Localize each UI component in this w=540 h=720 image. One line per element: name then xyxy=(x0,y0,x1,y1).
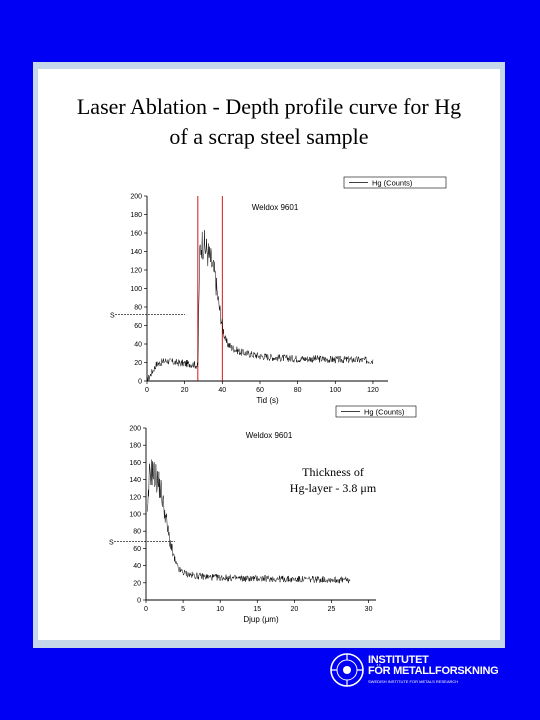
y-tick-label: 20 xyxy=(133,580,141,588)
y-tick-label: 180 xyxy=(130,212,142,219)
y-tick-label: 200 xyxy=(130,193,142,201)
annotation-line-1: Thickness of xyxy=(302,465,364,479)
y-tick-label: 100 xyxy=(130,286,142,293)
legend-label: Hg (Counts) xyxy=(364,407,405,417)
chart-title: Weldox 9601 xyxy=(251,203,299,212)
thickness-annotation xyxy=(268,464,398,496)
x-tick-label: 25 xyxy=(327,606,336,613)
x-tick-label: 5 xyxy=(181,606,186,613)
x-tick-label: 40 xyxy=(218,387,227,394)
y-tick-label: 40 xyxy=(133,563,141,571)
x-tick-label: 60 xyxy=(256,387,264,394)
x-tick-label: 120 xyxy=(367,387,379,394)
side-label: S xyxy=(109,539,114,547)
annotation-line-2: Hg-layer - 3.8 μm xyxy=(289,481,377,495)
logo-line-3: SWEDISH INSTITUTE FOR METALS RESEARCH xyxy=(368,679,459,684)
y-tick-label: 160 xyxy=(129,459,141,467)
x-tick-label: 10 xyxy=(216,606,225,613)
logo-line-1: INSTITUTET xyxy=(368,654,429,666)
y-tick-label: 100 xyxy=(129,511,141,519)
y-tick-label: 60 xyxy=(134,323,142,330)
x-tick-label: 80 xyxy=(293,387,302,394)
institute-seal-icon xyxy=(330,652,364,688)
x-tick-label: 0 xyxy=(145,387,149,394)
y-tick-label: 200 xyxy=(129,425,141,433)
y-tick-label: 180 xyxy=(129,442,141,450)
x-tick-label: 20 xyxy=(290,606,299,613)
y-tick-label: 0 xyxy=(138,378,142,386)
y-tick-label: 20 xyxy=(134,360,142,367)
x-tick-label: 100 xyxy=(329,387,342,394)
title-line-2: of a scrap steel sample xyxy=(169,124,369,149)
chart-title: Weldox 9601 xyxy=(245,431,293,440)
y-tick-label: 40 xyxy=(134,341,142,349)
y-tick-label: 120 xyxy=(130,267,142,275)
logo-line-2: FÖR METALLFORSKNING xyxy=(368,665,499,677)
y-tick-label: 120 xyxy=(129,494,141,502)
y-tick-label: 140 xyxy=(129,477,141,485)
legend-label: Hg (Counts) xyxy=(372,178,413,188)
y-tick-label: 60 xyxy=(133,545,141,553)
y-tick-label: 80 xyxy=(134,304,142,312)
x-tick-label: 30 xyxy=(364,606,373,613)
y-tick-label: 0 xyxy=(137,597,141,605)
y-tick-label: 140 xyxy=(130,249,142,256)
institute-logo xyxy=(330,652,510,692)
x-tick-label: 15 xyxy=(253,606,262,613)
x-axis-label: Djup (μm) xyxy=(243,615,279,624)
x-tick-label: 0 xyxy=(144,606,148,613)
x-tick-label: 20 xyxy=(180,387,189,394)
x-axis-label: Tid (s) xyxy=(256,396,279,405)
y-tick-label: 80 xyxy=(133,528,141,536)
side-label: S xyxy=(110,312,115,320)
y-tick-label: 160 xyxy=(130,230,142,238)
title-line-1: Laser Ablation - Depth profile curve for Hg xyxy=(76,94,462,119)
